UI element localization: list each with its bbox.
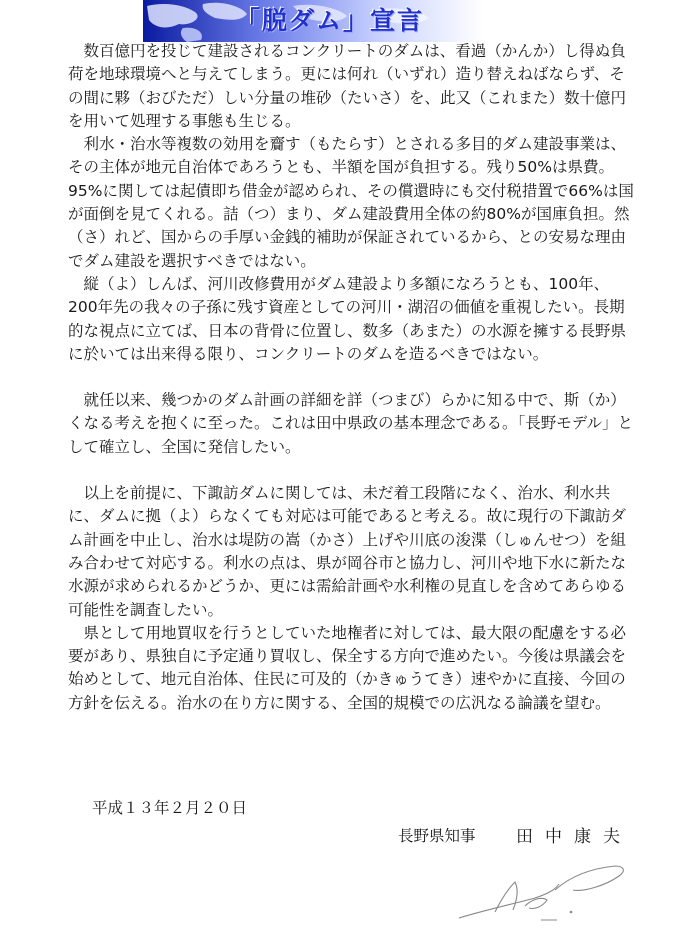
page-title: 「脱ダム」宣言 [235, 6, 425, 35]
paragraph-2: 利水・治水等複数の効用を齎す（もたらす）とされる多目的ダム建設事業は、その主体が地元自治体であろうとも、半額を国が負担する。残り50%は県費。95%に関しては起債即ち借金が認められ、その償還時にも交付税措置で66%は国が面倒を見てくれる。詰（つ）まり、ダム建設費用全体の約80%が国庫負担。然（さ）れど、国からの手厚い金銭的補助が保証されているから、との安易な理由でダム建設を選択すべきではない。 [68, 135, 634, 270]
paragraph-3: 縦（よ）しんば、河川改修費用がダム建設より多額になろうとも、100年、200年先の我々の子孫に残す資産としての河川・湖沼の価値を重視したい。長期的な視点に立てば、日本の背骨に位置し、数多（あまた）の水源を擁する長野県に於いては出来得る限り、コンクリートのダムを造るべきではない。 [68, 274, 627, 363]
declaration-date: 平成１３年２月２０日 [92, 799, 248, 817]
handwritten-signature [455, 860, 655, 930]
header-banner [143, 0, 483, 42]
paragraph-1: 数百億円を投じて建設されるコンクリートのダムは、看過（かんか）し得ぬ負荷を地球環境へと与えてしまう。更には何れ（いずれ）造り替えねばならず、その間に夥（おびただ）しい分量の堆砂（たいさ）を、此又（これまた）数十億円を用いて処理する事態も生じる。 [68, 42, 627, 130]
paragraph-gap [68, 366, 636, 389]
paragraph-6: 県として用地買収を行うとしていた地権者に対しては、最大限の配慮をする必要があり、県独自に予定通り買収し、保全する方向で進めたい。今後は県議会を始めとして、地元自治体、住民に可及的（かきゅうてき）速やかに直接、今回の方針を伝える。治水の在り方に関する、全国的規模での広汎なる論議を望む。 [68, 623, 627, 712]
signer-office: 長野県知事 [398, 827, 476, 845]
signer-name: 田中康夫 [516, 827, 632, 847]
declaration-body [68, 40, 636, 715]
paragraph-5: 以上を前提に、下諏訪ダムに関しては、未だ着工段階になく、治水、利水共に、ダムに拠（よ）らなくても対応は可能であると考える。故に現行の下諏訪ダム計画を中止し、治水は堤防の嵩（かさ）上げや川底の浚渫（しゅんせつ）を組み合わせて対応する。利水の点は、県が岡谷市と協力し、河川や地下水に新たな水源が求められるかどうか、更には需給計画や水利権の見直しを含めてあらゆる可能性を調査したい。 [68, 484, 627, 619]
paragraph-gap [68, 459, 636, 482]
paragraph-4: 就任以来、幾つかのダム計画の詳細を詳（つまび）らかに知る中で、斯（か）くなる考えを抱くに至った。これは田中県政の基本理念である。「長野モデル」として確立し、全国に発信したい。 [68, 391, 633, 456]
